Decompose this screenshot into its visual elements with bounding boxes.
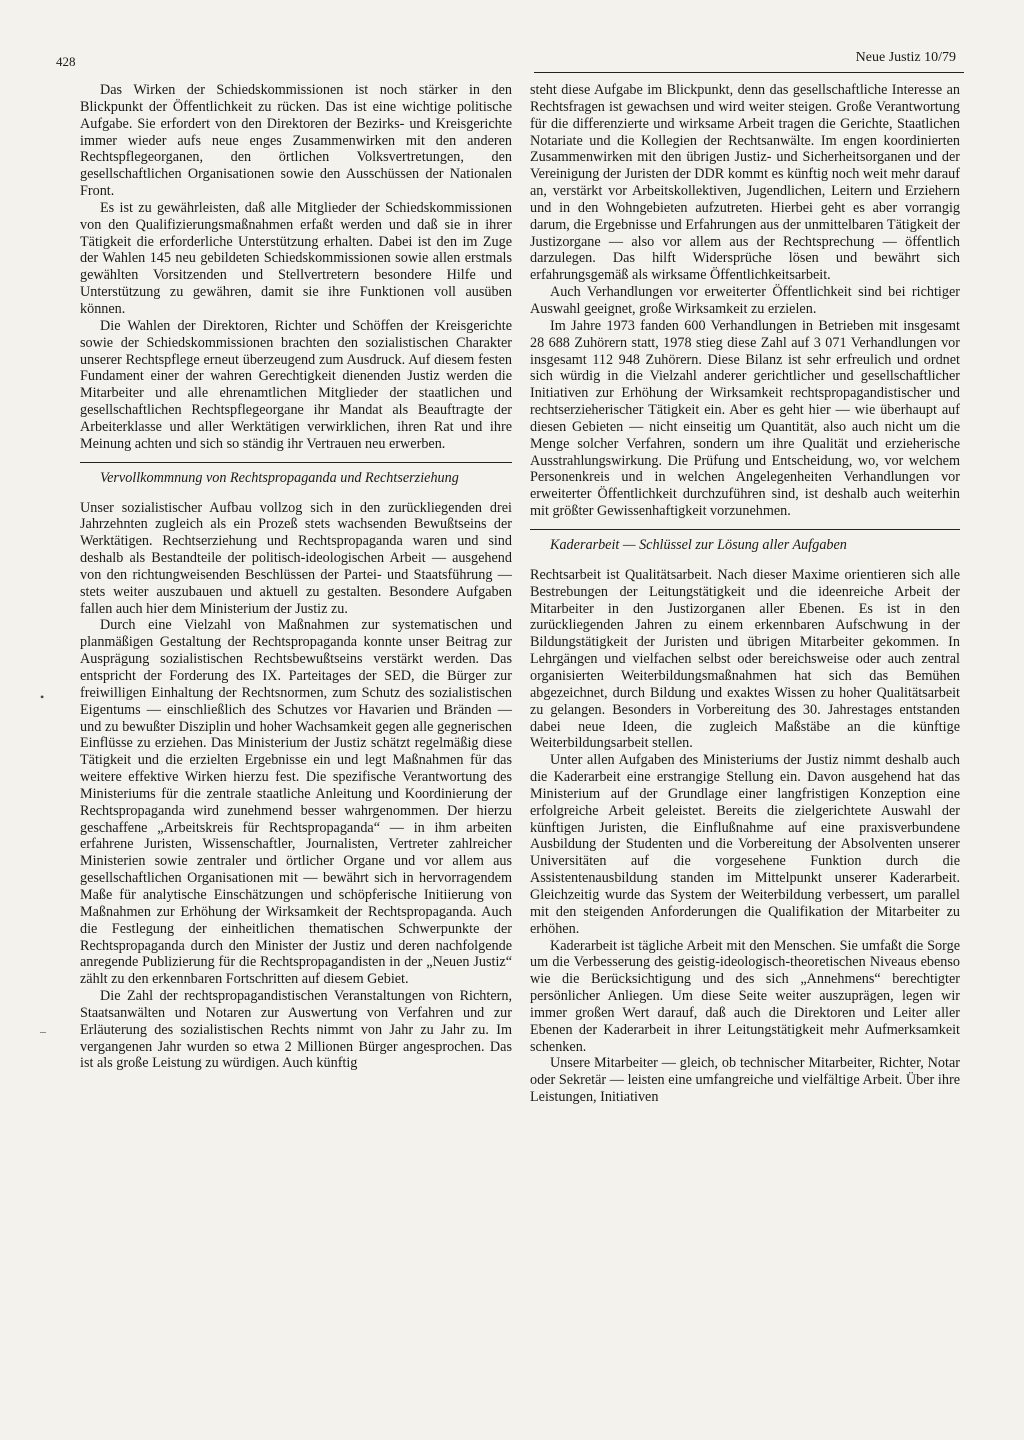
paragraph: Im Jahre 1973 fanden 600 Verhandlungen in Betrieben mit insgesamt 28 688 Zuhörern statt, 1978 stieg diese Zahl auf 3 071 Verhandlungen vor insgesamt 112 948 Zuhörern. Diese Bilanz ist sehr erfreulich und ordnet sich würdig in die Vielzahl anderer gerichtlicher und gesellschaftlicher Initiativen zur Erhöhung der Wirksamkeit rechtspropagandistischer und rechtserzieherischer Tätigkeit ein. Aber es geht hier — wie überhaupt auf diesen Gebieten — nicht einseitig um Quantität, also auch nicht um die Menge solcher Verfahren, sondern um ihre Qualität und erzieherische Ausstrahlungswirkung. Die Prüfung und Entscheidung, wo, vor welchem Personenkreis und in welchen Angelegenheiten Verhandlungen vor erweiterter Öffentlichkeit durchzuführen sind, ist deshalb auch weiterhin mit größter Gewissenhaftigkeit vorzunehmen. — [530, 317, 960, 520]
right-column — [530, 82, 960, 1106]
section-rule — [530, 529, 960, 530]
paragraph: Unsere Mitarbeiter — gleich, ob technischer Mitarbeiter, Richter, Notar oder Sekretär — leisten eine umfangreiche und vielfältige Arbeit. Über ihre Leistungen, Initiativen — [530, 1055, 960, 1106]
paragraph: steht diese Aufgabe im Blickpunkt, denn das gesellschaftliche Interesse an Rechtsfragen ist gewachsen und wird weiter steigen. Große Verantwortung für die differenzierte und wirksame Arbeit tragen die Gerichte, Staatlichen Notariate und die Kollegien der Rechtsanwälte. Im engen koordinierten Zusammenwirken mit den übrigen Justiz- und Sicherheitsorganen und der Vereinigung der Juristen der DDR kommt es künftig noch weit mehr darauf an, verstärkt vor Arbeitskollektiven, Jugendlichen, Leitern und Erziehern und in den Wohngebieten aufzutreten. Hierbei geht es aber vorrangig darum, die Ergebnisse und Erfahrungen aus der unmittelbaren Tätigkeit der Justizorgane — also vor allem aus der Rechtsprechung — öffentlich darzulegen. Das hilft Widersprüche lösen und bewährt sich erfahrungsgemäß als wirksame Öffentlichkeitsarbeit. — [530, 82, 960, 284]
section-heading-block — [530, 529, 960, 554]
header-rule — [534, 72, 964, 73]
left-column — [80, 82, 512, 1072]
page-number: 428 — [56, 54, 76, 69]
paragraph: Auch Verhandlungen vor erweiterter Öffentlichkeit sind bei richtiger Auswahl geeignet, große Wirksamkeit zu erzielen. — [530, 284, 960, 317]
paragraph: Unser sozialistischer Aufbau vollzog sich in den zurückliegenden drei Jahrzehnten zugleich als ein Prozeß stets wachsenden Bewußtseins der Werktätigen. Rechtserziehung und Rechtspropaganda waren und sind deshalb als Bestandteile der politisch-ideologischen Arbeit — ausgehend von den richtungweisenden Beschlüssen der Partei- und Staatsführung — stets weiter auszubauen und aktuell zu gestalten. Besondere Aufgaben fallen auch hier dem Ministerium der Justiz zu. — [80, 499, 512, 617]
paragraph: Die Zahl der rechtspropagandistischen Veranstaltungen von Richtern, Staatsanwälten und Notaren zur Auswertung von Verfahren und zur Erläuterung des sozialistischen Rechts nimmt von Jahr zu Jahr zu. Im vergangenen Jahr wurden so etwa 2 Millionen Bürger angesprochen. Das ist als große Leistung zu würdigen. Auch künftig — [80, 988, 512, 1072]
section-title: Kaderarbeit — Schlüssel zur Lösung aller Aufgaben — [550, 536, 847, 553]
journal-issue: Neue Justiz 10/79 — [855, 50, 956, 65]
margin-dash: – — [40, 1024, 46, 1038]
section-heading-block — [80, 462, 512, 487]
paragraph: Es ist zu gewährleisten, daß alle Mitglieder der Schiedskommissionen von den Qualifizierungsmaßnahmen erfaßt werden und daß sie in ihrer Tätigkeit die erforderliche Unterstützung erhalten. Dabei ist den im Zuge der Wahlen 145 neu gebildeten Schiedskommissionen sowie allen erstmals gewählten Vorsitzenden und Stellvertretern besondere Hilfe und Unterstützung zu gewähren, damit sie ihre Funktionen voll ausüben können. — [80, 199, 512, 317]
paragraph: Das Wirken der Schiedskommissionen ist noch stärker in den Blickpunkt der Öffentlichkeit zu rücken. Das ist eine wichtige politische Aufgabe. Sie erfordert von den Direktoren der Bezirks- und Kreisgerichte immer wieder aufs neue enges Zusammenwirken mit den anderen Rechtspflegeorganen, den örtlichen Volksvertretungen, den gesellschaftlichen Organisationen sowie den Ausschüssen der Nationalen Front. — [80, 82, 512, 200]
section-rule — [80, 462, 512, 463]
paragraph: Rechtsarbeit ist Qualitätsarbeit. Nach dieser Maxime orientieren sich alle Bestrebungen der Leitungstätigkeit und die ideenreiche Arbeit der Mitarbeiter in den Justizorganen aller Ebenen. Es ist in den zurückliegenden Jahren zu einem erkennbaren Aufschwung in der Bildungstätigkeit der Juristen und übrigen Mitarbeiter gekommen. In Lehrgängen und vielfachen selbst oder bereichsweise oder auch zentral organisierten Weiterbildungsmaßnahmen hat sich das Bemühen abgezeichnet, durch Bildung und exaktes Wissen zu hoher Qualitätsarbeit zu gelangen. Besonders in Vorbereitung des 30. Jahrestages entstanden dabei neue Ideen, die zugleich Maßstäbe an die künftige Weiterbildungsarbeit stellen. — [530, 566, 960, 752]
paragraph: Die Wahlen der Direktoren, Richter und Schöffen der Kreisgerichte sowie der Schiedskommissionen brachten den sozialistischen Charakter unserer Rechtspflege erneut überzeugend zum Ausdruck. Auf diesem festen Fundament einer der wahren Gerechtigkeit dienenden Justiz werden die Mitarbeiter und alle ehrenamtlichen Mitglieder der staatlichen und gesellschaftlichen Rechtspflegeorgane ihr Mandat als Beauftragte der Arbeiterklasse und aller Werktätigen verwirklichen, ihren Rat und ihre Meinung achten und sich so ständig ihr Vertrauen neu erwerben. — [80, 317, 512, 452]
paragraph: Kaderarbeit ist tägliche Arbeit mit den Menschen. Sie umfaßt die Sorge um die Verbesserung des geistig-ideologisch-theoretischen Niveaus ebenso wie die Berücksichtigung und des sich „Annehmens“ berechtigter persönlicher Anliegen. Um diese Seite weiter auszuprägen, legen wir immer großen Wert darauf, daß auch die Direktoren und Leiter aller Ebenen der Kaderarbeit in ihrer Leitungstätigkeit mehr Aufmerksamkeit schenken. — [530, 937, 960, 1055]
section-title: Vervollkommnung von Rechtspropaganda und Rechtserziehung — [100, 469, 459, 486]
margin-dot: • — [40, 690, 45, 704]
paragraph: Durch eine Vielzahl von Maßnahmen zur systematischen und planmäßigen Gestaltung der Rechtspropaganda konnte unser Beitrag zur Ausprägung sozialistischen Rechtsbewußtseins verstärkt werden. Das entspricht der Forderung des IX. Parteitages der SED, die Bürger zur freiwilligen Einhaltung der Rechtsnormen, zum Schutz des sozialistischen Eigentums — einschließlich des Schutzes vor Havarien und Bränden — und zu bewußter Disziplin und hoher Wachsamkeit gegen alle gegnerischen Einflüsse zu erziehen. Das Ministerium der Justiz schätzt regelmäßig diese Tätigkeit und die erzielten Ergebnisse ein und legt Maßnahmen für das weitere effektive Wirken hierzu fest. Die spezifische Verantwortung des Ministeriums für die zentrale staatliche Anleitung und Koordinierung der Rechtspropaganda wird zunehmend besser wahrgenommen. Der hierzu geschaffene „Arbeitskreis für Rechtspropaganda“ — in ihm arbeiten erfahrene Juristen, Wissenschaftler, Journalisten, Vertreter zahlreicher Ministerien sowie zentraler und örtlicher Organe und vor allem aus gesellschaftlichen Organisationen mit — bewährt sich in hervorragendem Maße für analytische Einschätzungen und schöpferische Initiierung von Maßnahmen zur Erhöhung der Wirksamkeit der Rechtspropaganda. Auch die Festlegung der einheitlichen thematischen Schwerpunkte der Rechtspropaganda durch den Minister der Justiz und deren nachfolgende anregende Publizierung für die Rechtspropagandisten in der „Neuen Justiz“ zählt zu den erkennbaren Fortschritten auf diesem Gebiet. — [80, 617, 512, 988]
paragraph: Unter allen Aufgaben des Ministeriums der Justiz nimmt deshalb auch die Kaderarbeit eine erstrangige Stellung ein. Davon ausgehend hat das Ministerium auf der Grundlage einer langfristigen Konzeption eine erfolgreiche Arbeit geleistet. Bereits die zielgerichtete Auswahl der künftigen Juristen, die Einflußnahme auf eine praxisverbundene Ausbildung der Studenten und die Vorbereitung der Absolventen unserer Universitäten auf die vorgesehene Funktion durch die Assistentenausbildung standen im Mittelpunkt unserer Kaderarbeit. Gleichzeitig wurde das System der Weiterbildung verbessert, um parallel mit den steigenden Anforderungen die Qualifikation der Mitarbeiter zu erhöhen. — [530, 752, 960, 937]
